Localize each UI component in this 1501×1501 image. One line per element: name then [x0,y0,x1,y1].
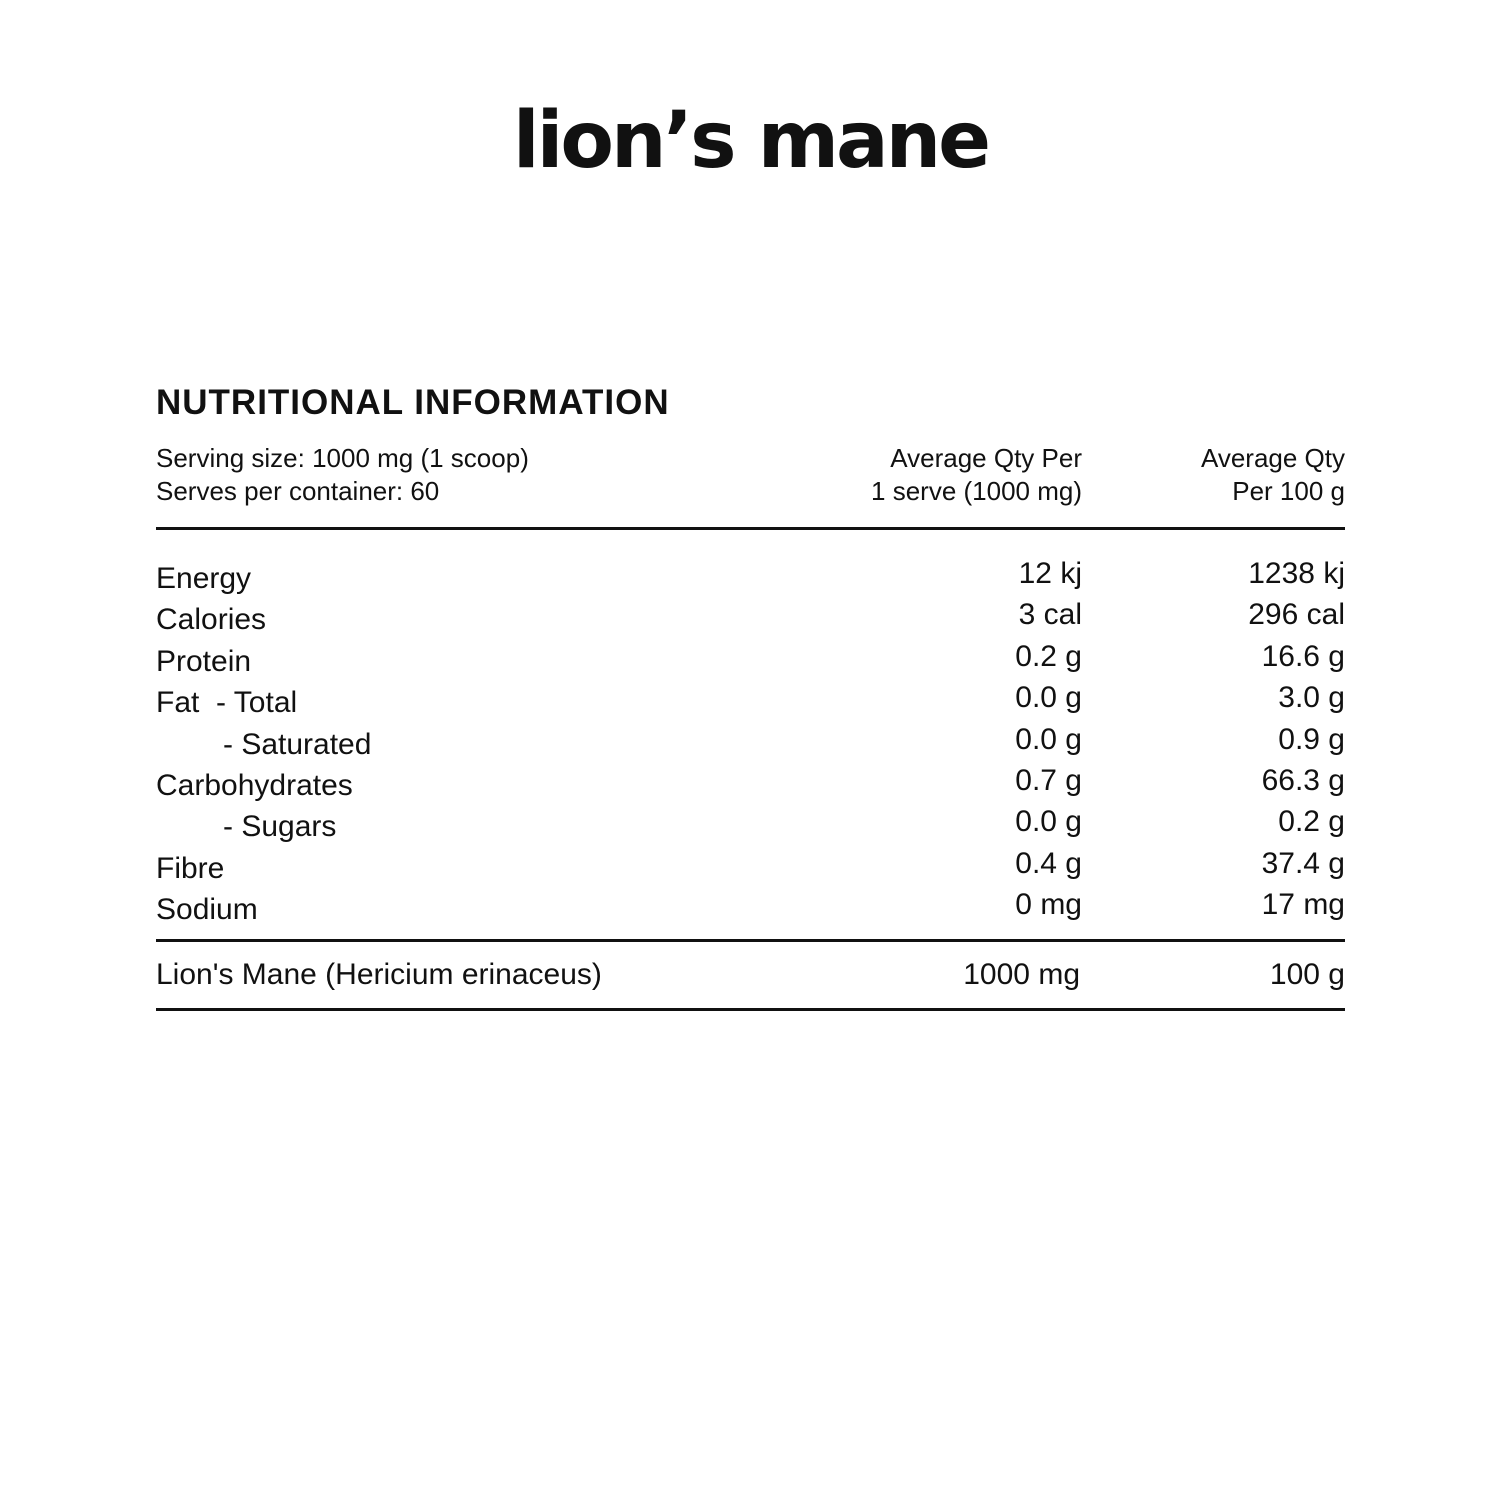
column-header-per-serve-line2: 1 serve (1000 mg) [871,476,1082,506]
nutrient-row-sodium [156,886,1345,927]
nutrient-row-energy [156,555,1345,596]
nutrient-per-serve: 12 kj [1018,557,1082,590]
nutrient-row-sugars [156,803,1345,844]
nutrient-per-100g: 296 cal [1248,598,1345,632]
nutrient-name: - Saturated [223,727,372,761]
nutrient-per-100g: 3.0 g [1278,681,1345,715]
nutrient-per-100g: 17 mg [1261,888,1345,922]
nutrient-name: Protein [156,644,252,678]
nutrient-name: Sodium [156,893,258,927]
nutrient-per-serve: 0.0 g [1015,805,1082,839]
column-header-per-100g [1082,442,1345,508]
nutrient-per-serve: 3 cal [1018,598,1082,632]
nutrition-panel [156,385,1345,1011]
nutrient-per-100g: 66.3 g [1261,763,1345,797]
ingredient-per-100g: 100 g [1269,957,1345,991]
serving-info [156,442,806,508]
nutrient-row-calories [156,596,1345,637]
nutrient-row-fibre [156,845,1345,886]
nutrient-per-100g: 1238 kj [1248,557,1345,590]
nutrient-row-fat-saturated [156,721,1345,762]
nutrient-per-100g: 16.6 g [1261,639,1345,673]
nutrient-per-serve: 0.0 g [1015,722,1082,756]
column-header-per-serve-line1: Average Qty Per [890,443,1082,473]
panel-heading: NUTRITIONAL INFORMATION [156,383,670,422]
nutrient-per-serve: 0.0 g [1015,681,1082,715]
nutrient-per-serve: 0.2 g [1015,639,1082,673]
ingredient-per-serve: 1000 mg [963,957,1080,991]
nutrient-name: Fat - Total [156,686,298,720]
nutrient-per-100g: 0.9 g [1278,722,1345,756]
nutrient-name: Energy [156,562,252,595]
brand-title: lion’s mane [512,96,989,186]
nutrient-name: Carbohydrates [156,768,353,802]
nutrient-per-serve: 0 mg [1015,888,1082,922]
nutrient-rows [156,530,1345,939]
ingredient-row [156,942,1345,1008]
divider-bottom [156,1008,1345,1011]
nutrient-name: Fibre [156,851,225,885]
column-header-per-serve [806,442,1082,508]
nutrient-row-carbohydrates [156,762,1345,803]
ingredient-name: Lion's Mane (Hericium erinaceus) [156,957,602,991]
nutrient-name: Calories [156,603,267,637]
nutrient-per-serve: 0.4 g [1015,846,1082,880]
serves-per-container: Serves per container: 60 [156,476,440,506]
nutrient-per-100g: 37.4 g [1261,846,1345,880]
nutrient-row-protein [156,638,1345,679]
nutrient-row-fat-total [156,679,1345,720]
nutrient-per-serve: 0.7 g [1015,763,1082,797]
panel-header [156,442,1345,508]
nutrient-name: - Sugars [223,810,337,844]
column-header-per-100g-line2: Per 100 g [1232,476,1345,506]
nutrient-per-100g: 0.2 g [1278,805,1345,839]
column-header-per-100g-line1: Average Qty [1200,443,1345,473]
serving-size: Serving size: 1000 mg (1 scoop) [156,443,529,473]
